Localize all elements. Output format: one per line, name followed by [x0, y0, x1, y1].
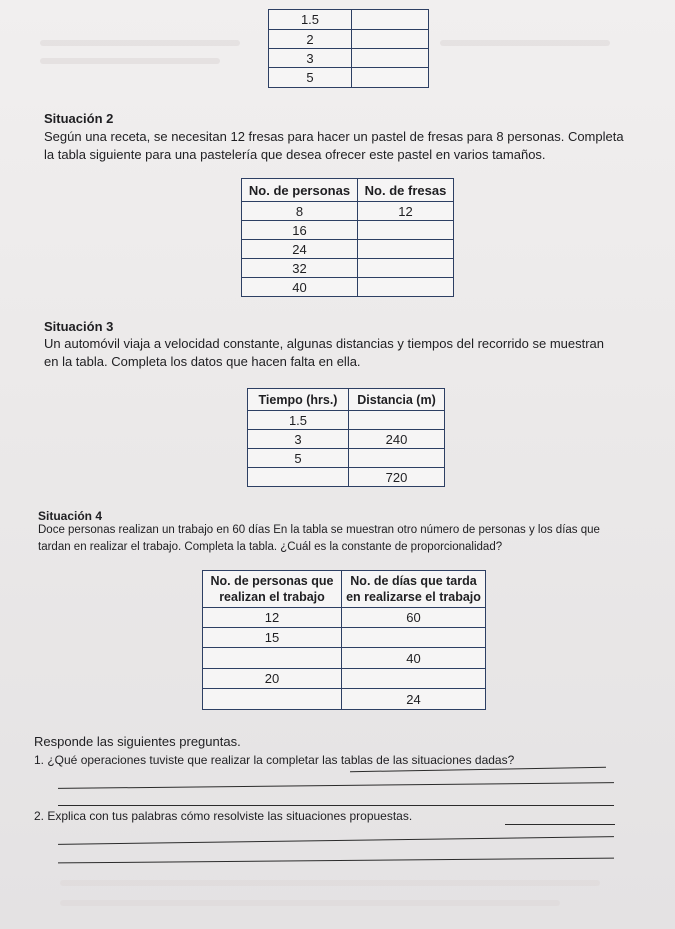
table-cell[interactable]	[203, 689, 342, 710]
table-cell[interactable]	[342, 628, 486, 648]
questions-intro: Responde las siguientes preguntas.	[34, 734, 241, 749]
bleed-through-mark	[440, 40, 610, 46]
table-cell: 60	[342, 608, 486, 628]
table-cell[interactable]	[352, 49, 429, 68]
text-line: la tabla siguiente para una pastelería que desea ofrecer este pastel en varios tamaños.	[44, 147, 546, 162]
table-cell: 2	[269, 30, 352, 49]
table-cell[interactable]	[352, 10, 429, 30]
bleed-through-mark	[40, 58, 220, 64]
answer-line[interactable]	[58, 805, 614, 806]
table-cell: 12	[358, 202, 454, 221]
table-cell: 3	[248, 430, 349, 449]
header-line: No. de personas que	[210, 574, 334, 588]
table-cell: 1.5	[269, 10, 352, 30]
text-line: Un automóvil viaja a velocidad constante, algunas distancias y tiempos del recorrido se muestran	[44, 336, 605, 351]
table-cell: 16	[242, 221, 358, 240]
table-cell: 240	[349, 430, 445, 449]
table-cell: 20	[203, 669, 342, 689]
table-cell: 32	[242, 259, 358, 278]
table-cell: 5	[248, 449, 349, 468]
situation-3-text	[44, 335, 604, 371]
column-header: Tiempo (hrs.)	[248, 389, 349, 411]
situation-2-title: Situación 2	[44, 111, 114, 126]
column-header: No. de personas	[242, 179, 358, 202]
table-cell: 1.5	[248, 411, 349, 430]
situation-2-text	[44, 128, 624, 164]
answer-line[interactable]	[505, 824, 615, 825]
text-line: Doce personas realizan un trabajo en 60 días En la tabla se muestran otro número de personas y los días que	[38, 524, 600, 536]
text-line: Según una receta, se necesitan 12 fresas para hacer un pastel de fresas para 8 personas. Completa	[44, 129, 624, 144]
table-cell: 24	[242, 240, 358, 259]
table-cell[interactable]	[352, 30, 429, 49]
table-cell: 40	[342, 648, 486, 669]
table-cell: 3	[269, 49, 352, 68]
table-cell[interactable]	[349, 411, 445, 430]
table-cell[interactable]	[203, 648, 342, 669]
strawberries-table	[241, 178, 454, 297]
bleed-through-mark	[60, 900, 560, 906]
column-header: Distancia (m)	[349, 389, 445, 411]
table-cell: 5	[269, 68, 352, 88]
header-line: realizan el trabajo	[219, 590, 325, 604]
question-1: 1. ¿Qué operaciones tuviste que realizar la completar las tablas de las situaciones dadas?	[34, 753, 515, 767]
text-line: tardan en realizar el trabajo. Completa la tabla. ¿Cuál es la constante de proporcionalidad?	[38, 541, 503, 553]
table-cell[interactable]	[342, 669, 486, 689]
table-cell: 720	[349, 468, 445, 487]
bleed-through-mark	[40, 40, 240, 46]
distance-table	[247, 388, 445, 487]
situation-4-text	[38, 522, 600, 556]
answer-line[interactable]	[58, 782, 614, 789]
situation-4-title: Situación 4	[38, 509, 103, 523]
table-cell[interactable]	[352, 68, 429, 88]
text-line: en la tabla. Completa los datos que hacen falta en ella.	[44, 354, 361, 369]
table-cell[interactable]	[358, 240, 454, 259]
work-days-table	[202, 570, 486, 710]
situation-3-title: Situación 3	[44, 319, 114, 334]
answer-line[interactable]	[58, 836, 614, 845]
table-cell[interactable]	[358, 278, 454, 297]
header-line: en realizarse el trabajo	[346, 590, 481, 604]
header-line: No. de días que tarda	[350, 574, 477, 588]
table-cell: 24	[342, 689, 486, 710]
table-cell: 12	[203, 608, 342, 628]
answer-line[interactable]	[58, 858, 614, 864]
table-cell: 15	[203, 628, 342, 648]
column-header	[342, 571, 486, 608]
table-cell[interactable]	[358, 259, 454, 278]
question-2: 2. Explica con tus palabras cómo resolviste las situaciones propuestas.	[34, 809, 413, 823]
bleed-through-mark	[60, 880, 600, 886]
table-cell[interactable]	[358, 221, 454, 240]
top-partial-table	[268, 9, 429, 88]
column-header	[203, 571, 342, 608]
table-cell: 8	[242, 202, 358, 221]
table-cell[interactable]	[349, 449, 445, 468]
table-cell[interactable]	[248, 468, 349, 487]
table-cell: 40	[242, 278, 358, 297]
column-header: No. de fresas	[358, 179, 454, 202]
